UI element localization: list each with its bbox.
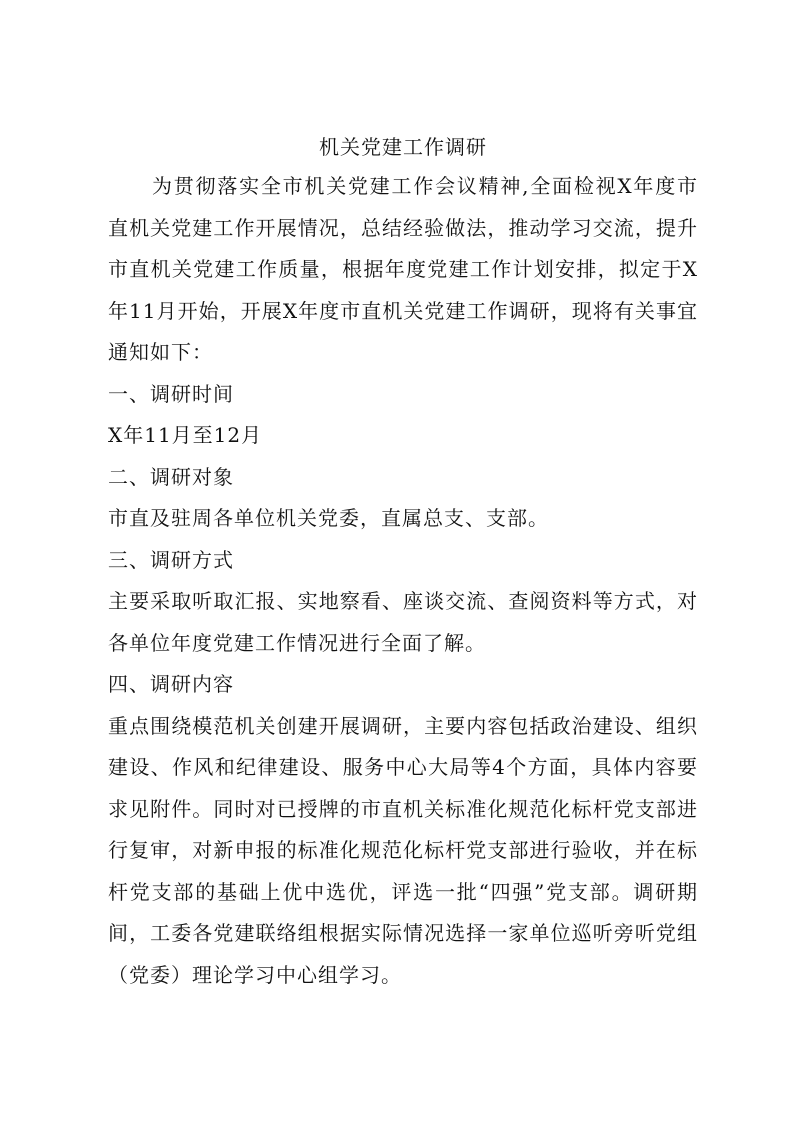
document-title: 机关党建工作调研 <box>319 135 487 159</box>
section-body-method: 主要采取听取汇报、实地察看、座谈交流、查阅资料等方式，对各单位年度党建工作情况进行全面了解。 <box>108 589 698 655</box>
section-body-target: 市直及驻周各单位机关党委，直属总支、支部。 <box>108 506 549 530</box>
intro-paragraph: 为贯彻落实全市机关党建工作会议精神,全面检视X年度市直机关党建工作开展情况，总结经验做法，推动学习交流，提升市直机关党建工作质量，根据年度党建工作计划安排，拟定于X年11月开始，开展X年度市直机关党建工作调研，现将有关事宜通知如下： <box>108 174 698 364</box>
section-body-content: 重点围绕模范机关创建开展调研，主要内容包括政治建设、组织建设、作风和纪律建设、服务中心大局等4个方面，具体内容要求见附件。同时对已授牌的市直机关标准化规范化标杆党支部进行复审，对新申报的标准化规范化标杆党支部进行验收，并在标杆党支部的基础上优中选优，评选一批“四强”党支部。调研期间，工委各党建联络组根据实际情况选择一家单位巡听旁听党组（党委）理论学习中心组学习。 <box>108 713 698 987</box>
section-heading-target: 二、调研对象 <box>108 464 234 489</box>
document-body <box>108 132 698 996</box>
section-heading-method: 三、调研方式 <box>108 547 234 572</box>
section-heading-time: 一、调研时间 <box>108 381 234 406</box>
section-heading-content: 四、调研内容 <box>108 672 234 696</box>
section-body-time: X年11月至12月 <box>108 423 263 447</box>
